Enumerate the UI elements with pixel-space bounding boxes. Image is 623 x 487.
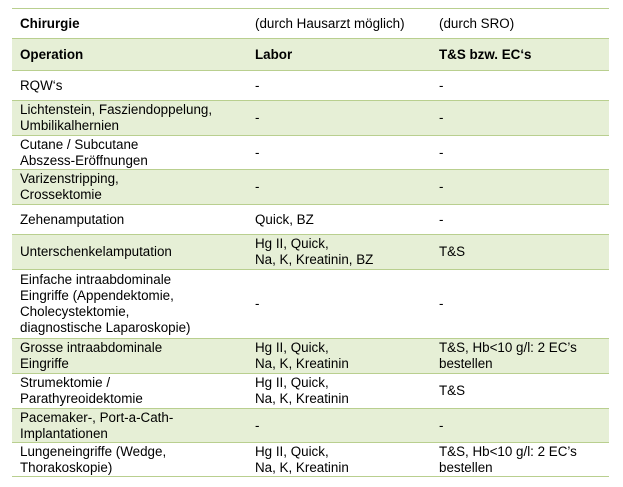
cell-operation: Pacemaker-, Port-a-Cath- Implantationen xyxy=(12,409,247,443)
cell-labor: - xyxy=(247,71,431,101)
table-row xyxy=(12,270,609,339)
cell-labor: Hg II, Quick, Na, K, Kreatinin, BZ xyxy=(247,235,431,270)
cell-labor: - xyxy=(247,170,431,205)
table-row xyxy=(12,170,609,205)
cell-operation: Einfache intraabdominale Eingriffe (Appendektomie, Cholecystektomie, diagnostische Laparoskopie) xyxy=(12,270,247,339)
cell-labor: - xyxy=(247,409,431,443)
cell-ts: - xyxy=(431,101,609,136)
table-row xyxy=(12,339,609,374)
cell-operation: RQW‘s xyxy=(12,71,247,101)
caption-chirurgie: Chirurgie xyxy=(12,9,247,39)
cell-ts: - xyxy=(431,409,609,443)
caption-hausarzt: (durch Hausarzt möglich) xyxy=(247,9,431,39)
header-operation: Operation xyxy=(12,39,247,71)
cell-labor: Hg II, Quick, Na, K, Kreatinin xyxy=(247,339,431,374)
cell-ts: - xyxy=(431,136,609,170)
table-row xyxy=(12,101,609,136)
cell-operation: Zehenamputation xyxy=(12,205,247,235)
table-row xyxy=(12,374,609,409)
cell-ts: - xyxy=(431,170,609,205)
cell-operation: Lungeneingriffe (Wedge, Thorakoskopie) xyxy=(12,443,247,477)
table-row xyxy=(12,205,609,235)
table-row xyxy=(12,71,609,101)
cell-labor: Quick, BZ xyxy=(247,205,431,235)
cell-labor: Hg II, Quick, Na, K, Kreatinin xyxy=(247,443,431,477)
cell-operation: Strumektomie / Parathyreoidektomie xyxy=(12,374,247,409)
lab-requirements-table-container xyxy=(12,8,609,477)
cell-ts: - xyxy=(431,71,609,101)
cell-ts: T&S, Hb<10 g/l: 2 EC’s bestellen xyxy=(431,443,609,477)
cell-operation: Varizenstripping, Crossektomie xyxy=(12,170,247,205)
table-row xyxy=(12,235,609,270)
cell-operation: Grosse intraabdominale Eingriffe xyxy=(12,339,247,374)
table-row xyxy=(12,136,609,170)
cell-ts: T&S xyxy=(431,374,609,409)
cell-labor: Hg II, Quick, Na, K, Kreatinin xyxy=(247,374,431,409)
cell-ts: - xyxy=(431,205,609,235)
cell-labor: - xyxy=(247,101,431,136)
cell-labor: - xyxy=(247,136,431,170)
cell-ts: T&S xyxy=(431,235,609,270)
cell-ts: - xyxy=(431,270,609,339)
cell-labor: - xyxy=(247,270,431,339)
table-row xyxy=(12,409,609,443)
caption-row xyxy=(12,9,609,39)
header-labor: Labor xyxy=(247,39,431,71)
header-row xyxy=(12,39,609,71)
cell-operation: Lichtenstein, Fasziendoppelung, Umbilikalhernien xyxy=(12,101,247,136)
cell-operation: Cutane / Subcutane Abszess-Eröffnungen xyxy=(12,136,247,170)
table-row xyxy=(12,443,609,477)
cell-operation: Unterschenkelamputation xyxy=(12,235,247,270)
cell-ts: T&S, Hb<10 g/l: 2 EC’s bestellen xyxy=(431,339,609,374)
header-ts: T&S bzw. EC‘s xyxy=(431,39,609,71)
lab-requirements-table xyxy=(12,8,609,477)
caption-sro: (durch SRO) xyxy=(431,9,609,39)
